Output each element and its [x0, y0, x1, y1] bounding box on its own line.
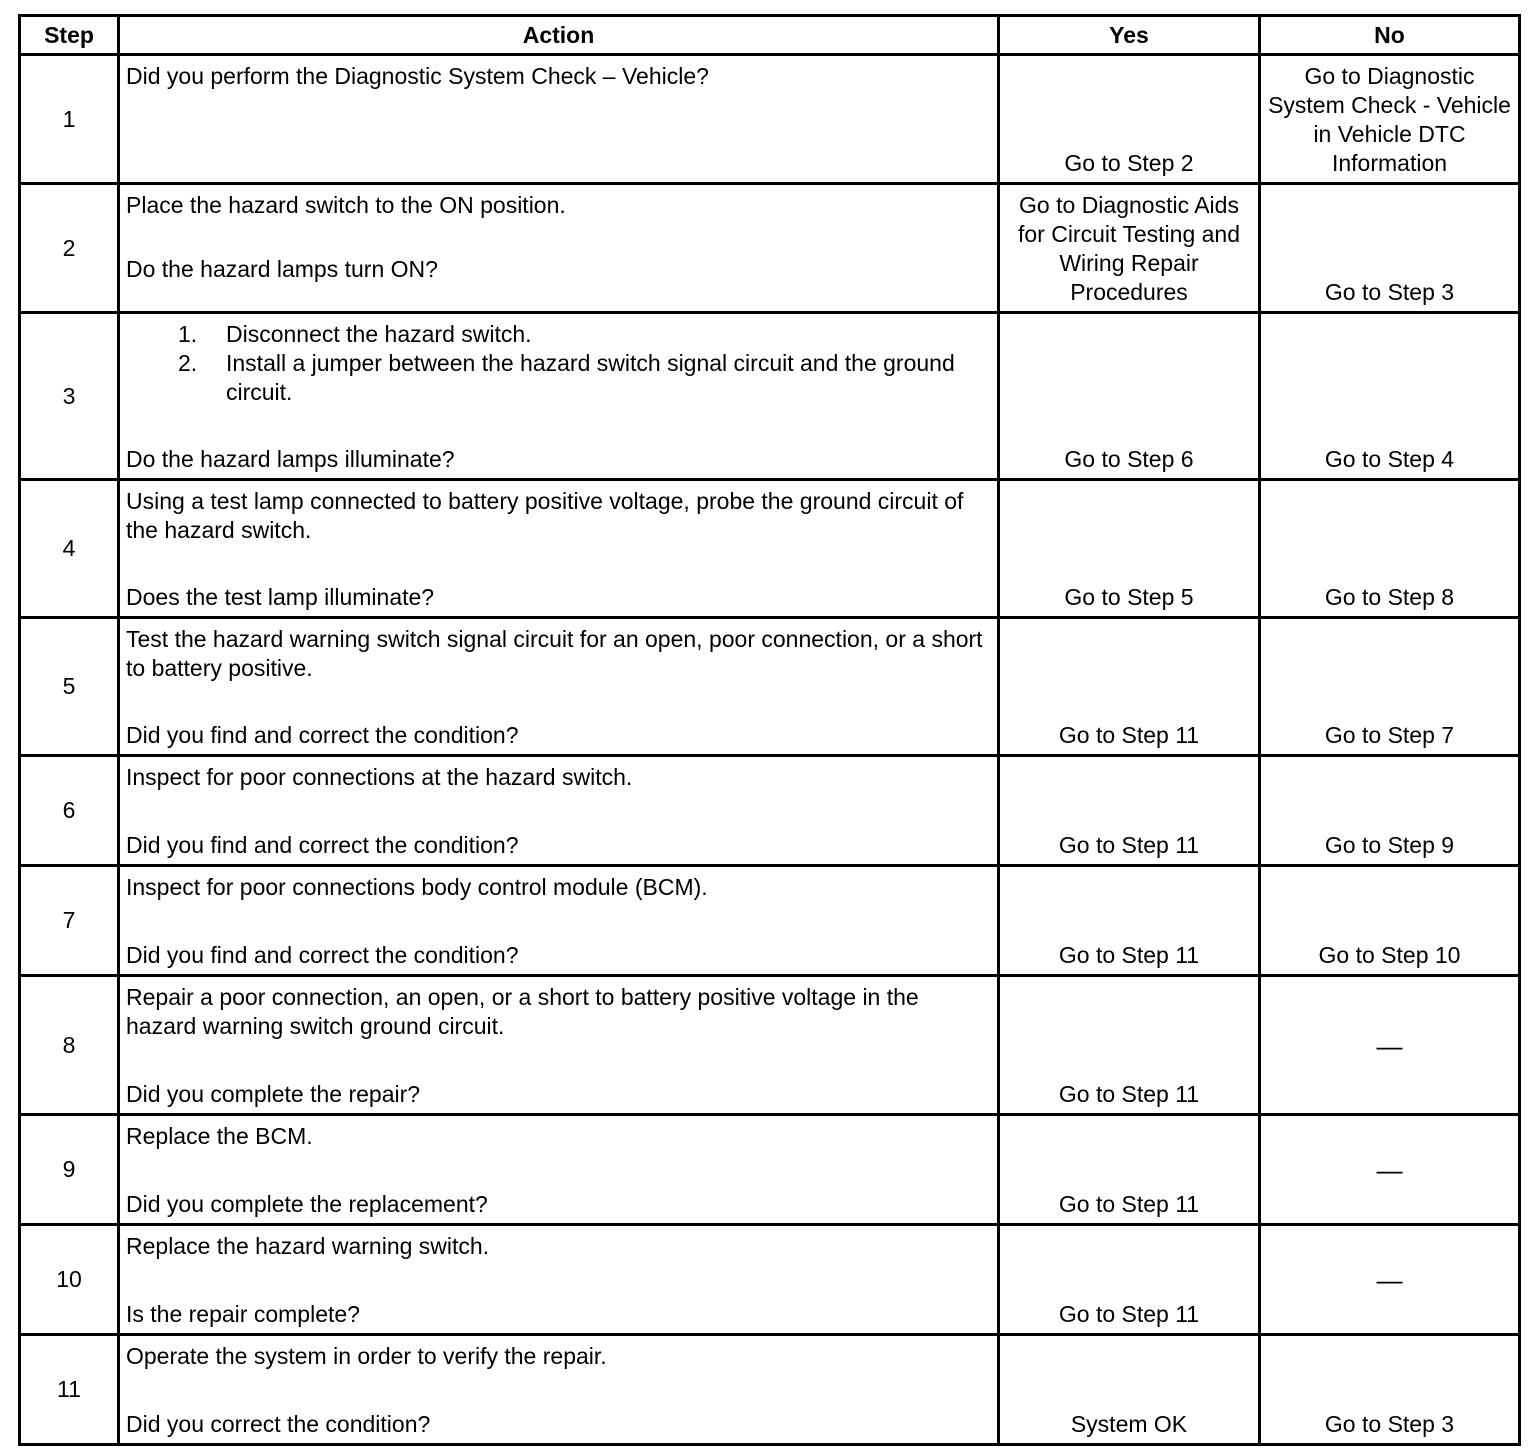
table-row: [20, 184, 1520, 313]
yes-result: Go to Step 11: [999, 618, 1260, 756]
table-row: [20, 313, 1520, 480]
yes-result: Go to Step 11: [999, 866, 1260, 976]
action-cell: [119, 55, 999, 184]
no-result: Go to Step 8: [1260, 480, 1520, 618]
yes-result: Go to Diagnostic Aids for Circuit Testing and Wiring Repair Procedures: [999, 184, 1260, 313]
table-row: [20, 618, 1520, 756]
table-row: [20, 756, 1520, 866]
action-instruction: Did you perform the Diagnostic System Check – Vehicle?: [126, 63, 709, 89]
step-number: 1: [20, 55, 119, 184]
action-instruction: Replace the BCM.: [126, 1123, 313, 1149]
table-row: [20, 1335, 1520, 1445]
action-question: Does the test lamp illuminate?: [126, 584, 435, 610]
substep-number: 1.: [178, 321, 198, 347]
action-question: Did you correct the condition?: [126, 1411, 431, 1437]
table-row: [20, 1115, 1520, 1225]
step-number: 10: [20, 1225, 119, 1335]
no-result: Go to Step 3: [1260, 184, 1520, 313]
action-cell: [119, 480, 999, 618]
action-question: Did you find and correct the condition?: [126, 722, 519, 748]
step-number: 2: [20, 184, 119, 313]
action-cell: [119, 976, 999, 1115]
action-question: Do the hazard lamps turn ON?: [126, 256, 438, 282]
action-cell: [119, 1115, 999, 1225]
action-cell: [119, 1335, 999, 1445]
action-instruction: Inspect for poor connections body control module (BCM).: [126, 874, 708, 900]
action-question: Did you complete the repair?: [126, 1081, 421, 1107]
no-result: Go to Step 3: [1260, 1335, 1520, 1445]
no-result: —: [1260, 1115, 1520, 1225]
no-result: —: [1260, 976, 1520, 1115]
step-number: 4: [20, 480, 119, 618]
action-cell: [119, 618, 999, 756]
action-question: Did you find and correct the condition?: [126, 942, 519, 968]
substep-item: [178, 320, 991, 349]
table-row: [20, 1225, 1520, 1335]
action-instruction: Replace the hazard warning switch.: [126, 1233, 490, 1259]
substep-item: [178, 349, 991, 407]
action-instruction: Test the hazard warning switch signal circuit for an open, poor connection, or a short to battery positive.: [126, 626, 983, 681]
action-cell: [119, 184, 999, 313]
no-result: Go to Diagnostic System Check - Vehicle in Vehicle DTC Information: [1260, 55, 1520, 184]
action-cell: [119, 756, 999, 866]
table-row: [20, 976, 1520, 1115]
header-step: Step: [20, 16, 119, 55]
step-number: 9: [20, 1115, 119, 1225]
header-no: No: [1260, 16, 1520, 55]
action-question: Do the hazard lamps illuminate?: [126, 446, 455, 472]
action-instruction: Operate the system in order to verify the repair.: [126, 1343, 607, 1369]
table-row: [20, 55, 1520, 184]
yes-result: Go to Step 11: [999, 1115, 1260, 1225]
no-result: Go to Step 10: [1260, 866, 1520, 976]
action-question: Did you find and correct the condition?: [126, 832, 519, 858]
no-result: Go to Step 4: [1260, 313, 1520, 480]
action-cell: [119, 1225, 999, 1335]
action-cell: [119, 866, 999, 976]
yes-result: Go to Step 11: [999, 756, 1260, 866]
table-row: [20, 480, 1520, 618]
step-number: 5: [20, 618, 119, 756]
substep-text: Install a jumper between the hazard switch signal circuit and the ground circuit.: [226, 350, 955, 405]
header-action: Action: [119, 16, 999, 55]
action-instruction: Place the hazard switch to the ON position.: [126, 192, 566, 218]
header-yes: Yes: [999, 16, 1260, 55]
step-number: 8: [20, 976, 119, 1115]
step-number: 3: [20, 313, 119, 480]
yes-result: Go to Step 11: [999, 976, 1260, 1115]
action-question: Is the repair complete?: [126, 1301, 360, 1327]
action-instruction: Inspect for poor connections at the hazard switch.: [126, 764, 633, 790]
action-question: Did you complete the replacement?: [126, 1191, 488, 1217]
no-result: Go to Step 7: [1260, 618, 1520, 756]
diagnostic-table: [18, 14, 1521, 1446]
yes-result: Go to Step 5: [999, 480, 1260, 618]
header-row: [20, 16, 1520, 55]
yes-result: System OK: [999, 1335, 1260, 1445]
table-row: [20, 866, 1520, 976]
step-number: 7: [20, 866, 119, 976]
action-cell: [119, 313, 999, 480]
action-instruction: Using a test lamp connected to battery positive voltage, probe the ground circuit of the hazard switch.: [126, 488, 964, 543]
substep-list: [126, 320, 991, 407]
no-result: —: [1260, 1225, 1520, 1335]
step-number: 6: [20, 756, 119, 866]
yes-result: Go to Step 6: [999, 313, 1260, 480]
yes-result: Go to Step 2: [999, 55, 1260, 184]
yes-result: Go to Step 11: [999, 1225, 1260, 1335]
action-instruction: Repair a poor connection, an open, or a short to battery positive voltage in the hazard warning switch ground circuit.: [126, 984, 919, 1039]
step-number: 11: [20, 1335, 119, 1445]
substep-number: 2.: [178, 350, 198, 376]
substep-text: Disconnect the hazard switch.: [226, 321, 532, 347]
no-result: Go to Step 9: [1260, 756, 1520, 866]
